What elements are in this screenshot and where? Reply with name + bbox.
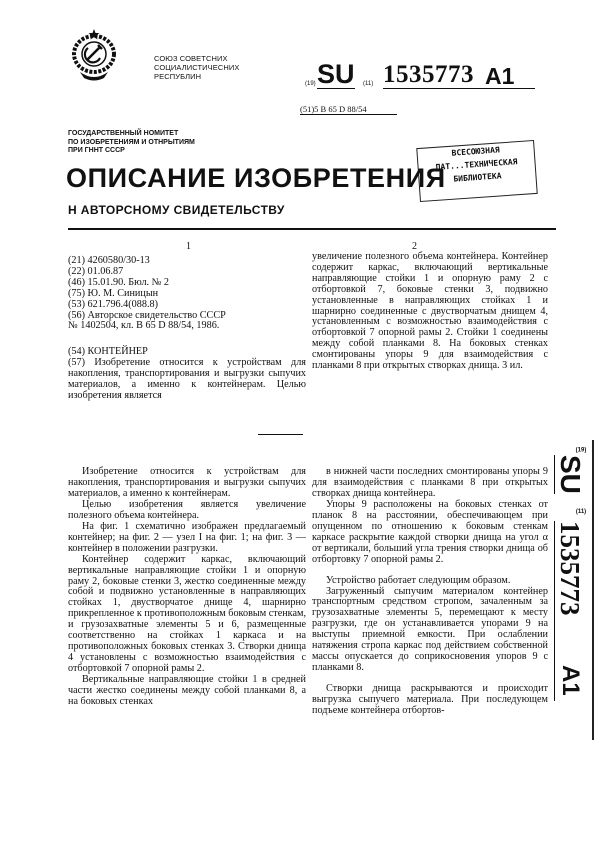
side-code-11: (11)	[575, 509, 587, 516]
paragraph: Контейнер содержит каркас, включающий вертикальные направляющие стойки 1 и опорную раму 2, боковые стенки 3, жестко соединенные между собой и подвижно установленные в направляющих стойках 1, двустворчатое днище 4, шарнирно прикрепленное к противоположным боковым стенкам, и грузозахватные элементы 5 и 6, размещенные соответственно на стойках 1 каркаса и на противоположных боковых стенках 3. Створки днища 4 установлены с возможностью взаимодействия с отбортовкой 7 опорной рамы 2.	[68, 553, 306, 675]
side-patent-marking	[548, 445, 588, 720]
biblio-field: (75) Ю. М. Синицын	[68, 287, 159, 299]
header-divider	[68, 228, 556, 230]
stamp-line: БИБЛИОТЕКА	[453, 171, 502, 184]
description-right-column	[312, 467, 548, 717]
side-kind-code: A1	[557, 665, 584, 696]
issuer-name	[154, 54, 239, 81]
bibliographic-data	[68, 256, 308, 332]
paragraph: На фиг. 1 схематично изображен предлагаемый контейнер; на фиг. 2 — узел I на фиг. 1; на фиг. 3 — контейнер в положении разгрузки.	[68, 520, 306, 554]
biblio-field: (22) 01.06.87	[68, 265, 124, 277]
patent-identifier	[305, 60, 555, 92]
paragraph: в нижней части последних смонтированы упоры 9 для взаимодействия с планками 8 при открытых створках днища контейнера.	[312, 466, 548, 499]
patent-number: 1535773	[383, 62, 535, 89]
document-title: ОПИСАНИЕ ИЗОБРЕТЕНИЯ	[66, 163, 446, 193]
issuer-line: РЕСПУБЛИН	[154, 72, 202, 81]
margin-line	[592, 440, 594, 740]
paragraph: Загруженный сыпучим материалом контейнер транспортным средством стропом, зачаленным за грузозахватные элементы 5, перемещают к месту разгрузки, где он устанавливается упорами 9 на выступы приемной емкости. При ослаблении натяжения стропа каркас под действием собственной массы опускается до соприкосновения упоров 9 с планками 8.	[312, 585, 548, 674]
ipc-text: (51)5 B 65 D 88/54	[300, 104, 397, 115]
ussr-emblem-icon	[70, 28, 118, 82]
stamp-line: ВСЕСОЮЗНАЯ	[451, 145, 500, 158]
ipc-classification	[300, 104, 397, 114]
abstract-right: увеличение полезного объема контейнера. Контейнер содержит каркас, включающий вертикальные направляющие стойки 1 и опорную раму 2 с отбортовкой 7, боковые стенки 3, подвижно установленные в направляющих стойках 1 и шарнирно соединенные с двустворчатым днищем 4, установленным с возможностью взаимодействия с отбортовкой 7 опорной рамы 2. Стойки 1 соединены между собой планками 8. На боковых стенках смонтированы упоры 9 для взаимодействия с планками 8 при открытых створках днища. 3 ил.	[312, 251, 548, 372]
column-number-right: 2	[412, 241, 417, 252]
biblio-field: (46) 15.01.90. Бюл. № 2	[68, 276, 170, 288]
stamp-line: ПАТ...ТЕХНИЧЕСКАЯ	[435, 157, 518, 172]
abstract-text: (57) Изобретение относится к устройствам для накопления, транспортирования и выгрузки сыпучих материалов, а именно к контейнерам. Целью изобретения является	[68, 356, 306, 401]
side-code-19: (19)	[575, 447, 587, 454]
paragraph: Целью изобретения является увеличение полезного объема контейнера.	[68, 498, 306, 521]
paragraph: Упоры 9 расположены на боковых стенках от планок 8 на расстоянии, обеспечивающем при опущенном по отношению к боковым стенкам каркасе раскрытие каждой створки днища на угол α от вертикали, больший угла трения створки днища об отбортовку 7 опорной рамы 2.	[312, 498, 548, 565]
committee-line: ГОСУДАРСТВЕННЫЙ НОМИТЕТ	[68, 130, 179, 137]
committee-line: ПО ИЗОБРЕТЕНИЯМ И ОТНРЫТИЯМ	[68, 138, 195, 146]
abstract-left	[68, 347, 306, 402]
committee-name	[68, 130, 195, 156]
biblio-field: (56) Авторское свидетельство СССР	[68, 309, 226, 321]
paragraph: Вертикальные направляющие стойки 1 в средней части жестко соединены между собой планками 8, а на боковых стенках	[68, 674, 306, 708]
section-divider	[258, 434, 303, 435]
side-country-code: SU	[555, 455, 586, 494]
paragraph: Изобретение относится к устройствам для накопления, транспортирования и выгрузки сыпучих материалов, а именно к контейнерам.	[68, 466, 306, 499]
code-11-label: (11)	[363, 81, 374, 87]
document-subtitle: Н АВТОРСНОМУ СВИДЕТЕЛЬСТВУ	[68, 203, 285, 217]
code-19-label: (19)	[305, 81, 316, 87]
paragraph: Створки днища раскрываются и происходит выгрузка сыпучего материала. При последующем подъеме контейнера отбортов-	[312, 683, 548, 717]
description-left-column	[68, 467, 306, 708]
column-number-left: 1	[186, 241, 191, 252]
issuer-line: СОЦИАЛИСТИЧЕСНИХ	[154, 63, 240, 72]
paragraph: Устройство работает следующим образом.	[326, 574, 511, 586]
issuer-line: СОЮЗ СОВЕТСНИХ	[154, 54, 228, 63]
biblio-field: № 1402504, кл. B 65 D 88/54, 1986.	[68, 320, 220, 332]
kind-code: A1	[485, 63, 515, 89]
country-code: SU	[317, 59, 355, 89]
biblio-field: (53) 621.796.4(088.8)	[68, 298, 158, 310]
side-patent-number: 1535773	[554, 521, 585, 701]
biblio-field: (21) 4260580/30-13	[68, 255, 150, 266]
committee-line: ПРИ ГННТ СССР	[68, 147, 125, 154]
invention-title: (54) КОНТЕЙНЕР	[68, 346, 148, 357]
